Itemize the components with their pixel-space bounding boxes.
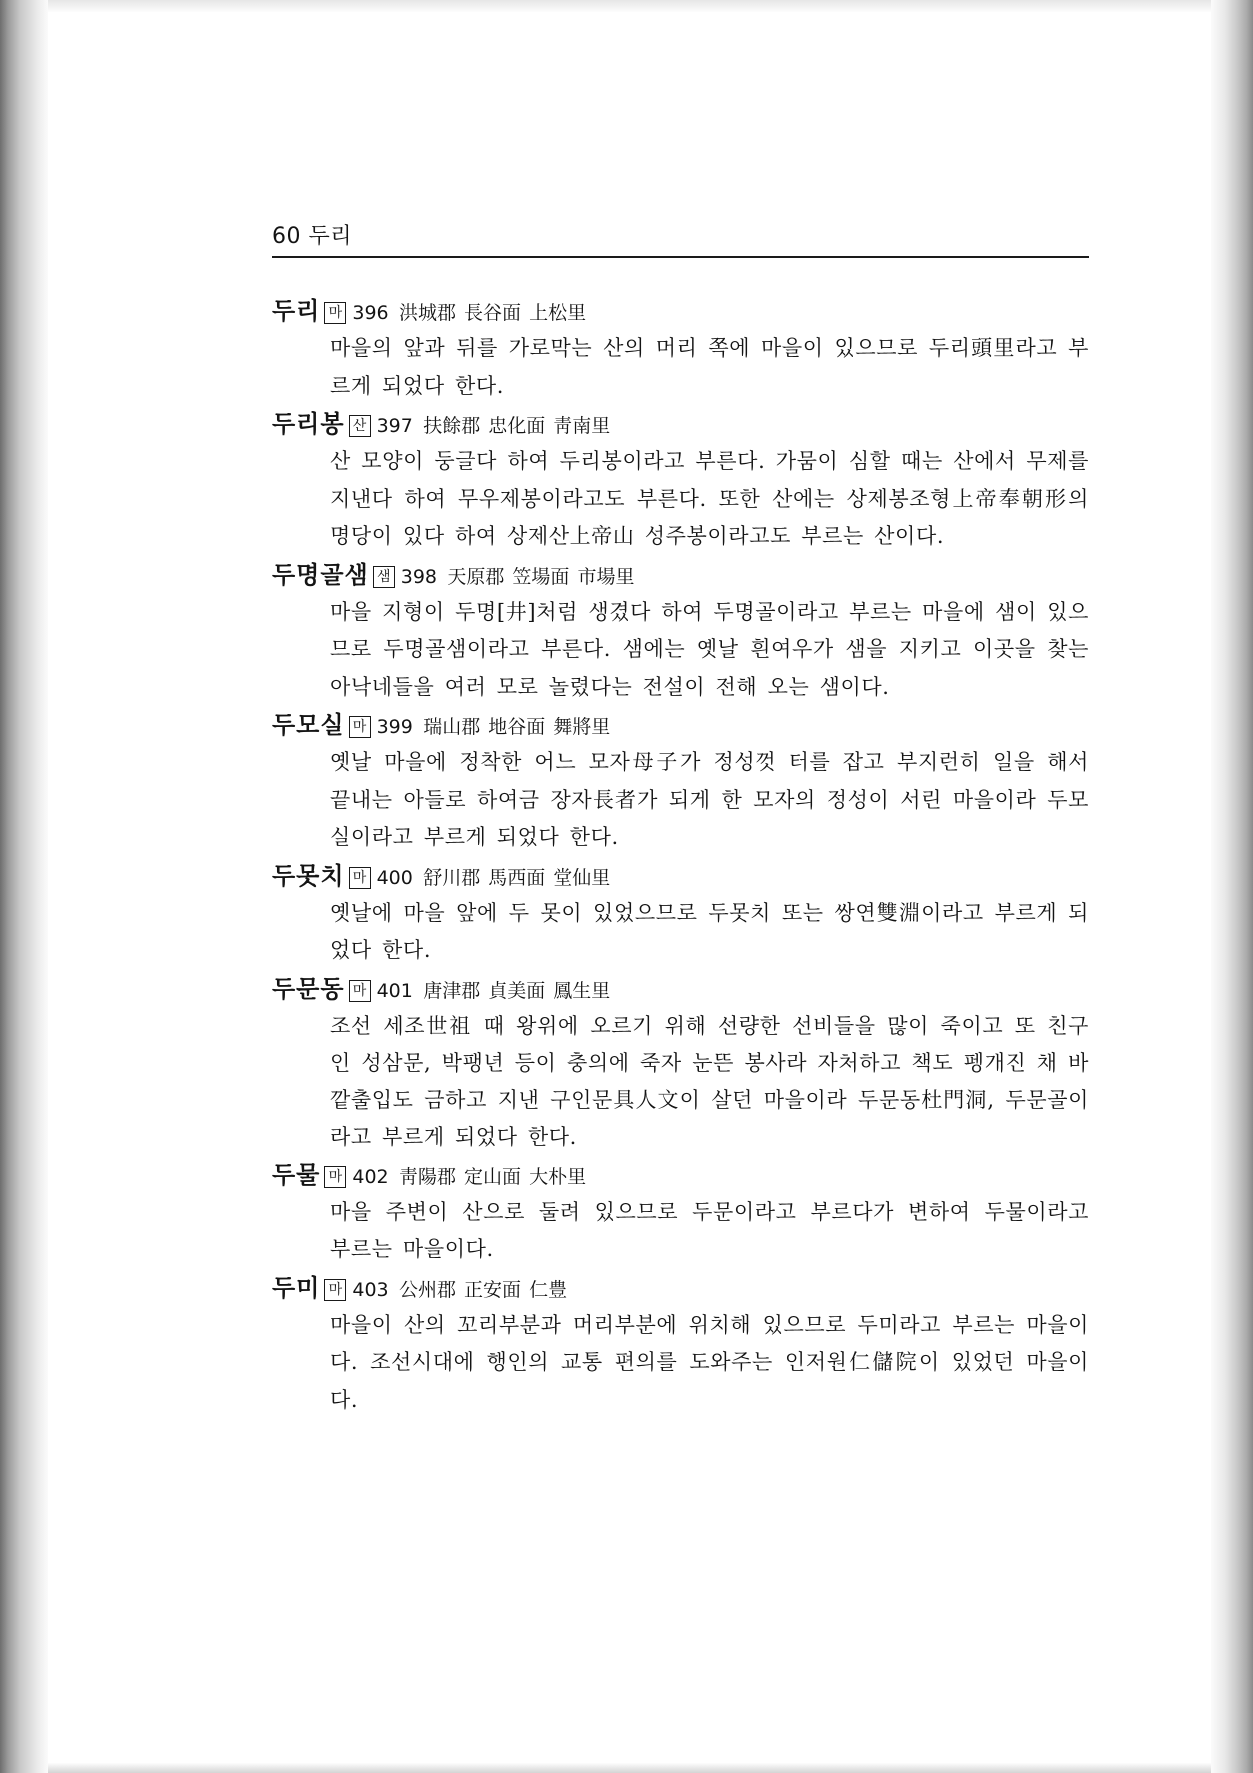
entry-type-tag: 마 <box>349 867 371 889</box>
entry-location: 洪城郡 長谷面 上松里 <box>399 302 587 324</box>
entry-number: 397 <box>376 415 413 437</box>
entry-text: 마을의 앞과 뒤를 가로막는 산의 머리 쪽에 마을이 있으므로 두리頭里라고 부르게 되었다 한다. <box>330 336 1089 398</box>
entry-duribong <box>272 405 1089 556</box>
entry-headword: 두모실 <box>272 711 345 739</box>
entry-text: 마을 지형이 두명[井]처럼 생겼다 하여 두명골이라고 부르는 마을에 샘이 있으므로 두명골샘이라고 부른다. 샘에는 옛날 흰여우가 샘을 지키고 이곳을 찾는 아낙네들을 여러 모로 놀렸다는 전설이 전해 오는 샘이다. <box>330 599 1089 699</box>
entry-text: 옛날에 마을 앞에 두 못이 있었으므로 두못치 또는 쌍연雙淵이라고 부르게 되었다 한다. <box>330 900 1089 962</box>
entry-head <box>272 706 1089 744</box>
entry-number: 398 <box>400 565 438 588</box>
entry-headword: 두미 <box>272 1273 321 1302</box>
entry-number: 403 <box>352 1278 389 1301</box>
entry-text: 마을 주변이 산으로 둘려 있으므로 두문이라고 부르다가 변하여 두물이라고 부르는 마을이다. <box>330 1199 1089 1261</box>
entry-dumul <box>272 1156 1089 1269</box>
entry-headword: 두리봉 <box>272 410 345 438</box>
entry-headword: 두물 <box>272 1160 321 1189</box>
entry-location: 天原郡 笠場面 市場里 <box>447 565 635 588</box>
entry-number: 402 <box>352 1165 389 1188</box>
entry-number: 399 <box>376 716 413 738</box>
entry-location: 舒川郡 馬西面 堂仙里 <box>423 866 611 889</box>
entry-text: 조선 세조世祖 때 왕위에 오르기 위해 선량한 선비들을 많이 죽이고 또 친구인 성삼문, 박팽년 등이 충의에 죽자 눈뜬 봉사라 자처하고 책도 펭개진 채 바깥출입도 금하고 지낸 구인문具人文이 살던 마을이라 두문동杜門洞, 두문골이라고 부르게 되었다 한다. <box>330 1013 1089 1149</box>
running-head: 60 두리 <box>272 224 352 249</box>
entry-head <box>272 292 1089 330</box>
page-edge-top <box>48 0 1211 12</box>
page-edge-bottom <box>48 1763 1211 1773</box>
entry-head <box>272 857 1089 895</box>
entry-location: 瑞山郡 地谷面 舞將里 <box>423 716 611 738</box>
entry-text: 마을이 산의 꼬리부분과 머리부분에 위치해 있으므로 두미라고 부르는 마을이다. 조선시대에 행인의 교통 편의를 도와주는 인저원仁儲院이 있었던 마을이다. <box>330 1312 1089 1412</box>
page-content <box>272 222 1089 1419</box>
entry-dumi <box>272 1269 1089 1420</box>
entry-number: 401 <box>376 979 413 1002</box>
entry-headword: 두명골샘 <box>272 560 369 589</box>
header-rule <box>272 256 1089 258</box>
entry-location: 公州郡 正安面 仁豊 <box>399 1278 568 1301</box>
entry-text: 산 모양이 둥글다 하여 두리봉이라고 부른다. 가뭄이 심할 때는 산에서 무제를 지낸다 하여 무우제봉이라고도 부른다. 또한 산에는 상제봉조형上帝奉朝形의 명당이 있다 하여 상제산上帝山 성주봉이라고도 부르는 산이다. <box>330 449 1089 548</box>
entry-type-tag: 샘 <box>373 566 395 588</box>
entry-location: 唐津郡 貞美面 鳳生里 <box>423 979 611 1002</box>
entry-location: 靑陽郡 定山面 大朴里 <box>399 1165 587 1188</box>
entry-type-tag: 마 <box>349 716 371 738</box>
entry-dumotchi <box>272 857 1089 970</box>
entry-dumosil <box>272 706 1089 857</box>
entry-headword: 두문동 <box>272 974 345 1003</box>
page-edge-right <box>1211 0 1253 1773</box>
entry-headword: 두못치 <box>272 861 345 890</box>
entry-head <box>272 970 1089 1008</box>
entry-number: 396 <box>352 302 389 324</box>
entry-type-tag: 마 <box>324 302 346 324</box>
entry-duri <box>272 292 1089 405</box>
entry-number: 400 <box>376 866 413 889</box>
entry-head <box>272 1156 1089 1194</box>
book-spine-shadow <box>0 0 48 1773</box>
entry-type-tag: 마 <box>324 1279 346 1301</box>
entry-text: 옛날 마을에 정착한 어느 모자母子가 정성껏 터를 잡고 부지런히 일을 해서 끝내는 아들로 하여금 장자長者가 되게 한 모자의 정성이 서린 마을이라 두모실이라고 부르게 되었다 한다. <box>330 750 1089 849</box>
entry-dumyeonggolsaem <box>272 556 1089 707</box>
entry-type-tag: 마 <box>324 1166 346 1188</box>
entry-dumundong <box>272 970 1089 1156</box>
entry-type-tag: 산 <box>349 415 371 437</box>
entry-head <box>272 556 1089 594</box>
entry-headword: 두리 <box>272 297 321 325</box>
entry-type-tag: 마 <box>349 980 371 1002</box>
entry-head <box>272 405 1089 443</box>
entry-location: 扶餘郡 忠化面 靑南里 <box>423 415 611 437</box>
entry-head <box>272 1269 1089 1307</box>
